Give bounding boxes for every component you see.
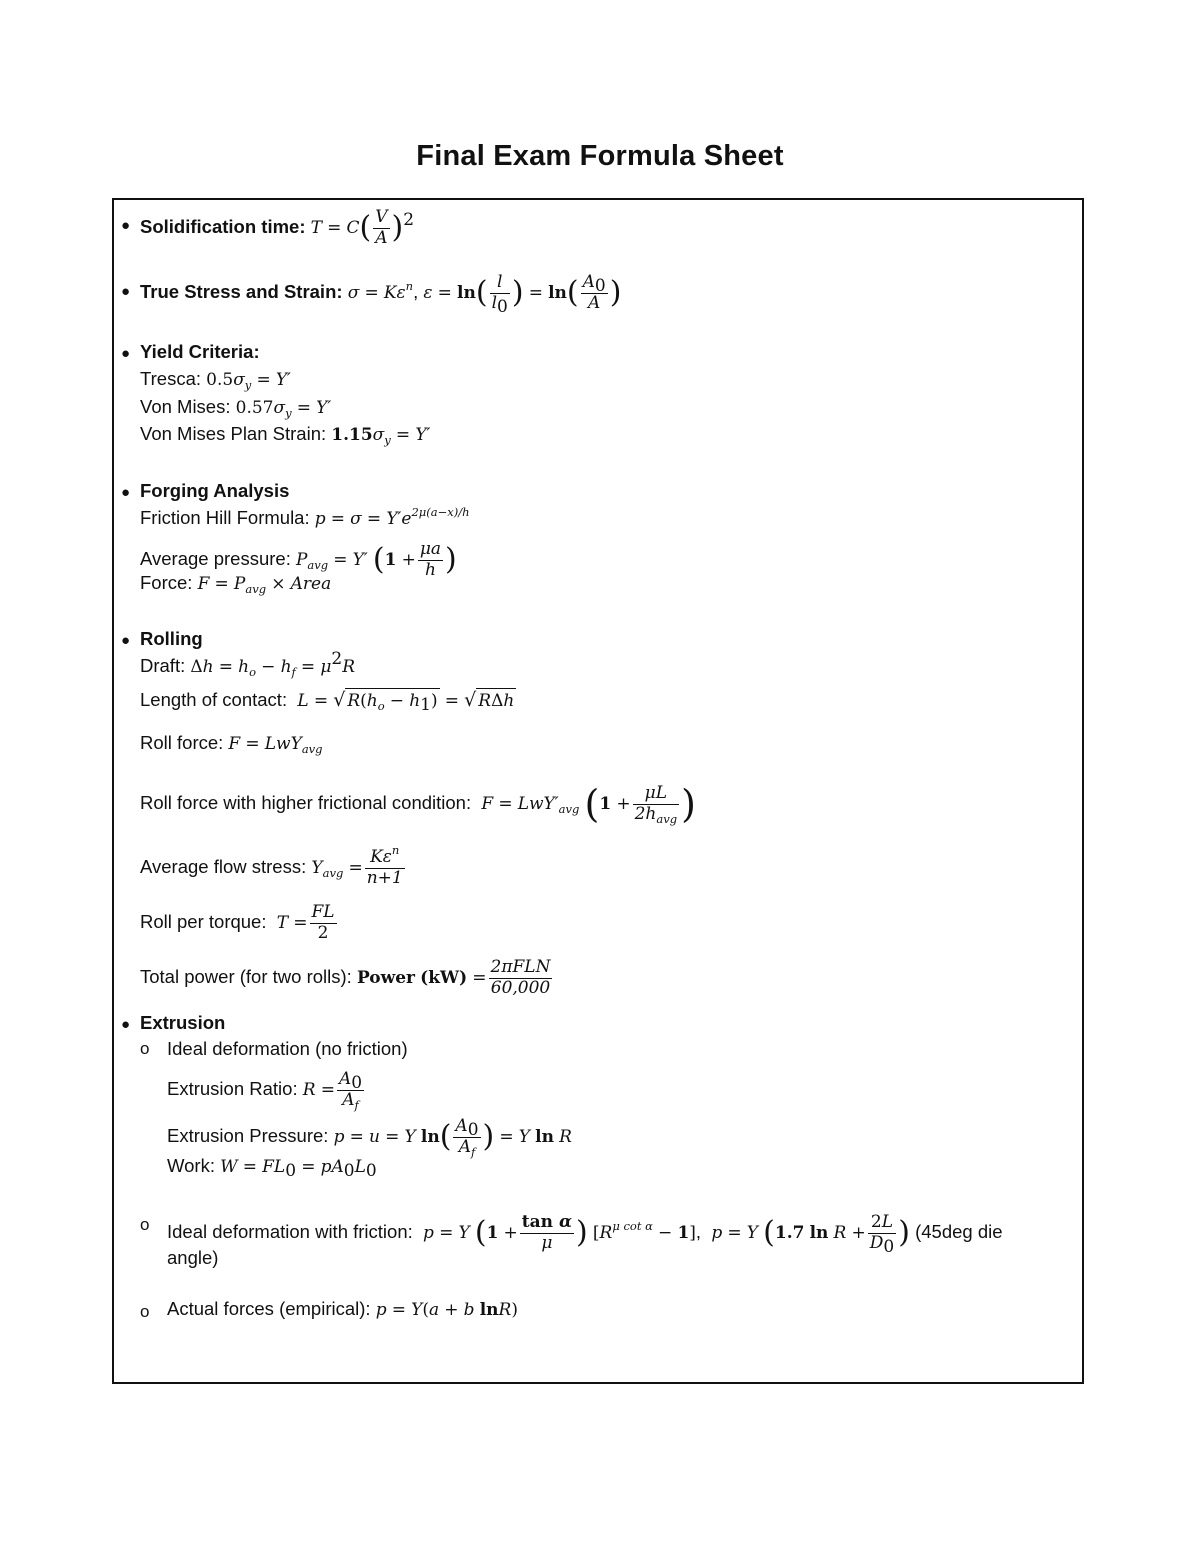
draft-formula: $\Delta h = h_o - h_f = \mu^2R$ — [190, 649, 356, 679]
draft-line — [140, 649, 356, 679]
average-flow-stress-label: Average flow stress: — [140, 855, 307, 877]
page-title: Final Exam Formula Sheet — [416, 140, 784, 172]
tresca-label: Tresca: — [140, 368, 201, 389]
roll-force-friction-formula: $F = LwY'_{avg}$ (1 + $\frac{\mu L}{2h_{avg}}$ ) — [481, 782, 696, 827]
ideal-friction-formula: p = Y (1 + $\frac{\text{tan α}}{\mu}$ ) $[R^{\mu cot \alpha} - 1]$, p = Y (1.7 ln R + $\frac{2L}{D_0}$ ) — [423, 1212, 910, 1257]
force-formula: $F = P_{avg}$ × Area — [197, 574, 332, 596]
von-mises-formula: $0.57\sigma_y = Y'$ — [235, 398, 332, 420]
work-label: Work: — [167, 1155, 215, 1176]
extrusion-label: Extrusion — [140, 1012, 226, 1033]
solidification-formula: T = C( $\frac{V}{A}$ )$^2$ — [310, 207, 415, 248]
average-pressure-label: Average pressure: — [140, 547, 291, 569]
roll-torque-label: Roll per torque: — [140, 910, 267, 932]
roll-torque-line — [140, 903, 339, 943]
rolling-label: Rolling — [140, 628, 203, 649]
bullet: ● — [121, 345, 131, 362]
force-line — [140, 572, 332, 596]
roll-torque-formula: T = $\frac{FL}{2}$ — [276, 902, 335, 943]
extrusion-ratio-label: Extrusion Ratio: — [167, 1077, 298, 1099]
von-mises-line — [140, 396, 332, 420]
average-flow-stress-line — [140, 843, 407, 888]
forging-label: Forging Analysis — [140, 480, 290, 501]
actual-forces-label: Actual forces (empirical): — [167, 1298, 371, 1319]
solidification-label: Solidification time: — [140, 215, 306, 237]
friction-hill-label: Friction Hill Formula: — [140, 507, 310, 528]
true-stress-line — [140, 272, 622, 317]
actual-forces-line — [167, 1300, 518, 1319]
length-of-contact-label: Length of contact: — [140, 689, 288, 710]
von-mises-plane-formula: $1.15\sigma_y = Y'$ — [331, 425, 431, 447]
friction-hill-formula: $p = \sigma = Y'e^{2\mu(a-x)/h}$ — [314, 505, 470, 529]
total-power-label: Total power (for two rolls): — [140, 965, 352, 987]
extrusion-pressure-label: Extrusion Pressure: — [167, 1124, 329, 1146]
extrusion-ratio-line — [167, 1070, 366, 1110]
total-power-formula: Power (kW) = $\frac{\text{2πFLN}}{60,000}$ — [356, 957, 551, 998]
bullet: ● — [121, 484, 131, 501]
true-stress-label: True Stress and Strain: — [140, 280, 343, 302]
ideal-friction-label: Ideal deformation with friction: — [167, 1220, 413, 1242]
sub-bullet: o — [140, 1302, 150, 1321]
von-mises-label: Von Mises: — [140, 396, 231, 417]
true-stress-formula: $\sigma = K\varepsilon^n$, ε = ln( $\frac{l}{l_0}$ ) = ln( $\frac{A_0}{A}$ ) — [347, 272, 622, 317]
die-angle-text: (45deg die — [915, 1220, 1003, 1242]
force-label: Force: — [140, 572, 193, 593]
bullet: ● — [121, 632, 131, 649]
bullet: ● — [121, 1016, 131, 1033]
roll-force-label: Roll force: — [140, 732, 224, 753]
draft-label: Draft: — [140, 655, 186, 676]
von-mises-plane-line — [140, 423, 431, 447]
solidification-line — [140, 208, 414, 248]
extrusion-pressure-line — [167, 1117, 572, 1157]
average-pressure-formula: $P_{avg} = Y'$ (1 + $\frac{\mu a}{h}$ ) — [295, 539, 457, 580]
bullet: ● — [121, 283, 131, 300]
actual-forces-formula: p = Y(a + b lnR) — [375, 1300, 518, 1320]
work-line — [167, 1155, 377, 1181]
total-power-line — [140, 958, 554, 998]
sub-bullet: o — [140, 1039, 150, 1058]
die-angle-continuation: angle) — [167, 1247, 219, 1268]
average-flow-stress-formula: $Y_{avg}$ = $\frac{K\varepsilon^n}{n+1}$ — [311, 843, 403, 888]
ideal-deformation-label: Ideal deformation (no friction) — [167, 1038, 408, 1059]
roll-force-line — [140, 732, 323, 756]
ideal-friction-line — [167, 1212, 1003, 1257]
yield-label: Yield Criteria: — [140, 341, 260, 362]
roll-force-formula: F = LwY$_{avg}$ — [228, 734, 323, 756]
work-formula: $W = FL_0 = pA_0L_0$ — [220, 1157, 377, 1181]
friction-hill-line — [140, 505, 470, 529]
length-of-contact-formula: L = √ $R(h_o - h_1)$ = √ RΔh — [297, 689, 515, 715]
roll-force-friction-label: Roll force with higher frictional condition: — [140, 791, 472, 813]
sub-bullet: o — [140, 1215, 150, 1234]
von-mises-plane-label: Von Mises Plan Strain: — [140, 423, 327, 444]
extrusion-ratio-formula: R = $\frac{A_0}{A_f}$ — [302, 1069, 363, 1112]
length-of-contact-line — [140, 688, 516, 715]
bullet: ● — [121, 217, 131, 234]
extrusion-pressure-formula: p = u = Y ln( $\frac{A_0}{A_f}$ ) = Y ln R — [333, 1116, 572, 1159]
roll-force-friction-line — [140, 782, 696, 827]
tresca-formula: $0.5\sigma_y = Y'$ — [206, 370, 291, 392]
tresca-line — [140, 368, 291, 392]
